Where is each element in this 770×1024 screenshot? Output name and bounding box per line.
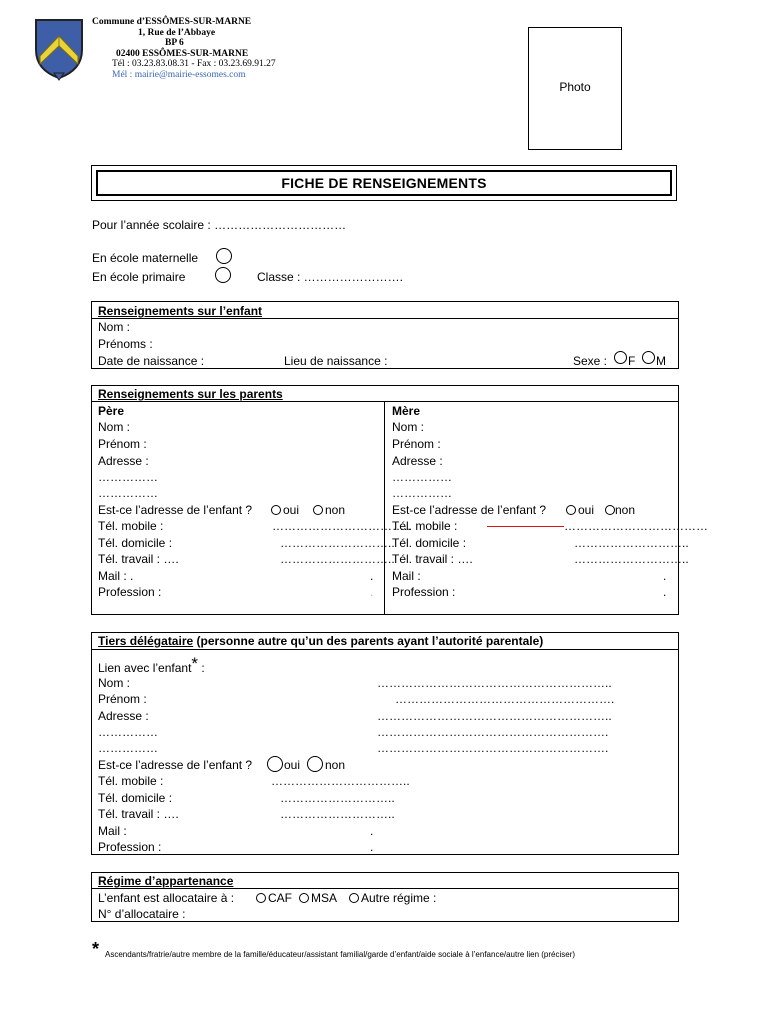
pere-adresse[interactable]: Adresse : [98,454,149,468]
mere-profession: Profession : [392,585,456,599]
mere-meme-adresse: Est-ce l’adresse de l’enfant ? [392,503,547,517]
tiers-heading-detail: (personne autre qu’un des parents ayant l’autorité parentale) [193,634,544,648]
numero-allocataire[interactable]: N° d’allocataire : [98,907,186,921]
parents-divider [91,401,679,402]
footnote-text: Ascendants/fratrie/autre membre de la famille/éducateur/assistant familial/garde d’enfant/aide sociale à l’enfance/autre lien (préciser) [105,950,576,959]
school-year-field[interactable]: Pour l’année scolaire : …………………………… [92,218,347,232]
mere-profession-field[interactable]: . [663,585,667,599]
mere-prenom[interactable]: Prénom : [392,437,441,451]
asterisk-icon: * [191,654,199,673]
tiers-nom-field[interactable]: ………………………………………………….. [377,676,612,690]
tiers-nom: Nom : [98,676,131,690]
tiers-prenom-field[interactable]: ………………………………………………. [395,692,615,706]
mere-adresse[interactable]: Adresse : [392,454,443,468]
classe-field[interactable]: Classe : ……………………. [257,270,404,284]
mere-non-radio[interactable] [605,505,615,515]
mere-mobile: Tél. mobile : [392,519,458,533]
pere-prenom[interactable]: Prénom : [98,437,147,451]
msa-radio[interactable] [299,893,309,903]
pere-travail-field[interactable]: ……………………….. [280,552,395,566]
tiers-mobile-field[interactable]: …………………………….. [271,774,410,788]
mere-mobile-field[interactable]: ……………………………… [564,519,708,533]
pere-mobile: Tél. mobile : [98,519,164,533]
mere-mobile-red-mark [487,526,564,527]
mere-domicile: Tél. domicile : [392,536,467,550]
mere-adresse-line1[interactable]: …………… [392,470,452,484]
tiers-adresse-line1-field[interactable]: …………………………………………………. [377,725,609,739]
tiers-oui-radio[interactable] [267,756,283,772]
tiers-non-label: non [325,758,346,772]
pere-adresse-line1[interactable]: …………… [98,470,158,484]
maternelle-label: En école maternelle [92,251,199,265]
pere-mobile-field[interactable]: …………………………….. [272,519,411,533]
tiers-profession: Profession : [98,840,162,854]
tiers-meme-adresse: Est-ce l’adresse de l’enfant ? [98,758,253,772]
primaire-radio[interactable] [215,267,231,283]
primaire-label: En école primaire [92,270,186,284]
tiers-lien[interactable] [98,654,205,675]
mere-travail: Tél. travail : …. [392,552,473,566]
regime-divider [91,888,679,889]
enfant-sexe-label: Sexe : [573,354,608,368]
parents-section [91,385,679,615]
mere-mail: Mail : [392,569,421,583]
tiers-mobile: Tél. mobile : [98,774,164,788]
postal-box: BP 6 [165,38,184,49]
mere-non-label: non [615,503,636,517]
pere-non-label: non [325,503,346,517]
pere-adresse-line2[interactable]: …………… [98,486,158,500]
mere-adresse-line2[interactable]: …………… [392,486,452,500]
pere-mail: Mail : . [98,569,134,583]
mere-travail-field[interactable]: ……………………….. [574,552,689,566]
page-title: FICHE DE RENSEIGNEMENTS [96,170,672,196]
tiers-adresse-field[interactable]: ………………………………………………….. [377,709,612,723]
pere-mail-field[interactable]: . [370,569,374,583]
photo-box[interactable] [528,27,622,150]
enfant-nom[interactable]: Nom : [98,320,131,334]
enfant-lieu-naissance[interactable]: Lieu de naissance : [284,354,388,368]
tiers-profession-field[interactable]: . [370,840,374,854]
street-address: 1, Rue de l’Abbaye [138,27,216,38]
coat-of-arms-logo [32,16,86,82]
pere-domicile: Tél. domicile : [98,536,173,550]
enfant-divider [91,318,679,319]
pere-oui-label: oui [283,503,300,517]
enfant-prenoms[interactable]: Prénoms : [98,337,153,351]
regime-heading: Régime d’appartenance [98,874,234,888]
tiers-mail-field[interactable]: . [370,824,374,838]
phone-fax: Tél : 03.23.83.08.31 - Fax : 03.23.69.91.27 [112,59,276,70]
tiers-non-radio[interactable] [307,756,323,772]
mere-nom[interactable]: Nom : [392,420,425,434]
sexe-f-label: F [628,354,636,368]
tiers-lien-colon: : [198,661,205,675]
tiers-mail: Mail : [98,824,127,838]
tiers-oui-label: oui [284,758,301,772]
email-link[interactable]: Mél : mairie@mairie-essomes.com [112,69,246,80]
sexe-m-label: M [656,354,666,368]
tiers-domicile: Tél. domicile : [98,791,173,805]
pere-oui-radio[interactable] [271,505,281,515]
pere-title: Père [98,404,125,418]
tiers-adresse: Adresse : [98,709,149,723]
sexe-f-radio[interactable] [614,351,627,364]
pere-profession-field[interactable]: . [370,585,374,599]
tiers-travail: Tél. travail : …. [98,807,179,821]
mere-title: Mère [392,404,421,418]
title-frame [91,165,677,201]
autre-regime-label: Autre régime : [361,891,437,905]
enfant-date-naissance[interactable]: Date de naissance : [98,354,205,368]
tiers-heading [98,634,543,648]
tiers-adresse-line2-field[interactable]: …………………………………………………. [377,741,609,755]
pere-domicile-field[interactable]: ……………………….. [280,536,395,550]
parents-heading: Renseignements sur les parents [98,387,283,401]
tiers-heading-main: Tiers délégataire [98,634,194,648]
mere-mail-field[interactable]: . [663,569,667,583]
postal-city: 02400 ESSÔMES-SUR-MARNE [116,48,249,59]
mere-oui-radio[interactable] [566,505,576,515]
maternelle-radio[interactable] [216,248,232,264]
tiers-domicile-field[interactable]: ……………………….. [280,791,395,805]
mairie-address [92,17,276,81]
autre-regime-radio[interactable] [349,893,359,903]
pere-non-radio[interactable] [313,505,323,515]
sexe-m-radio[interactable] [642,351,655,364]
tiers-lien-label: Lien avec l’enfant [98,661,192,675]
pere-profession: Profession : [98,585,162,599]
photo-label: Photo [559,80,591,94]
pere-meme-adresse: Est-ce l’adresse de l’enfant ? [98,503,253,517]
enfant-heading: Renseignements sur l’enfant [98,304,263,318]
pere-nom[interactable]: Nom : [98,420,131,434]
parents-column-divider [384,401,385,615]
commune-name: Commune d’ESSÔMES-SUR-MARNE [92,17,252,27]
caf-label: CAF [268,891,292,905]
tiers-adresse-line2[interactable]: …………… [98,741,158,755]
tiers-prenom: Prénom : [98,692,147,706]
caf-radio[interactable] [256,893,266,903]
mere-domicile-field[interactable]: ……………………….. [574,536,689,550]
msa-label: MSA [311,891,338,905]
footnote-asterisk-icon: * [92,939,100,959]
regime-allocataire: L’enfant est allocataire à : [98,891,235,905]
tiers-travail-field[interactable]: ……………………….. [280,807,395,821]
pere-travail: Tél. travail : …. [98,552,179,566]
tiers-adresse-line1[interactable]: …………… [98,725,158,739]
mere-oui-label: oui [578,503,595,517]
tiers-divider [91,649,679,650]
